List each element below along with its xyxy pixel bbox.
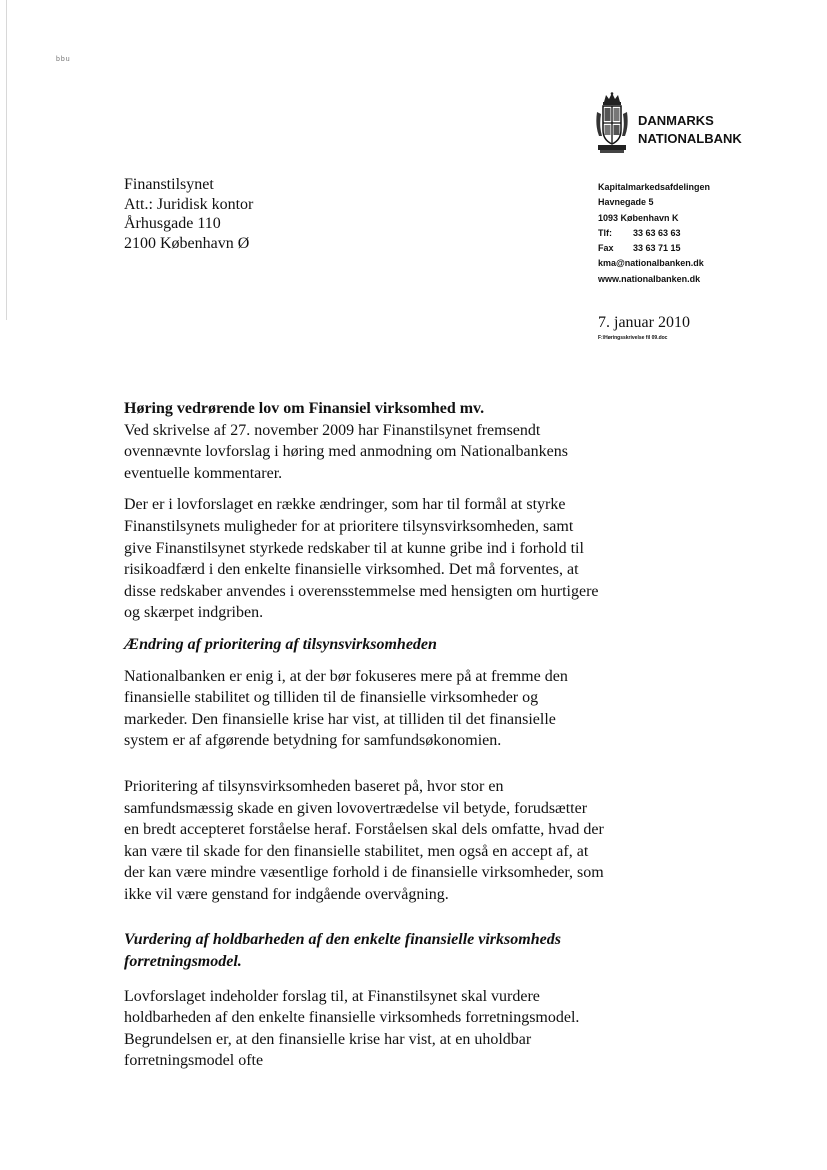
sender-fax-row	[598, 241, 710, 256]
paragraph-1: Ved skrivelse af 27. november 2009 har Finanstilsynet fremsendt ovennævnte lovforslag i høring med anmodning om Nationalbankens eventuelle kommentarer.	[124, 421, 568, 482]
sender-address	[598, 180, 710, 287]
fax-number: 33 63 71 15	[633, 243, 681, 254]
nationalbank-logo	[594, 92, 754, 158]
recipient-attention: Att.: Juridisk kontor	[124, 195, 254, 213]
scan-margin-line	[6, 0, 7, 320]
recipient-name: Finanstilsynet	[124, 176, 214, 193]
paragraph-4: Prioritering af tilsynsvirksomheden baseret på, hvor stor en samfundsmæssig skade en given lovovertrædelse vil betyde, forudsætter en bredt accepteret forståelse heraf. Forståelsen skal dels omfatte, hvad der kan være til skade for den finansielle stabilitet, men også en accept af, at der kan være mindre væsentlige forhold i de finansielle virksomheder, som ikke vil være genstand for indgående overvågning.	[124, 777, 604, 903]
paragraph-2: Der er i lovforslaget en række ændringer, som har til formål at styrke Finanstilsynets muligheder for at prioritere tilsynsvirksomheden, samt give Finanstilsynet styrkede redskaber til at kunne gribe ind i forhold til risikoadfærd i den enkelte finansielle virksomhed. Det må forventes, at disse redskaber anvendes i overensstemmelse med hensigten om hurtigere og skærpet indgriben.	[124, 496, 599, 622]
phone-number: 33 63 63 63	[633, 227, 681, 238]
sender-website: www.nationalbanken.dk	[598, 273, 701, 284]
paragraph-3: Nationalbanken er enig i, at der bør fokuseres mere på at fremme den finansielle stabilitet og tilliden til de finansielle virksomheder og markeder. Den finansielle krise har vist, at tilliden til det finansielle system er af afgørende betydning for samfundsøkonomien.	[124, 667, 568, 750]
sender-department: Kapitalmarkedsafdelingen	[598, 182, 711, 192]
section-heading-prioritering: Ændring af prioritering af tilsynsvirksomheden	[124, 635, 437, 653]
recipient-street: Århusgade 110	[124, 215, 221, 232]
letter-title: Høring vedrørende lov om Finansiel virksomhed mv.	[124, 400, 485, 417]
paragraph-5: Lovforslaget indeholder forslag til, at Finanstilsynet skal vurdere holdbarheden af den enkelte finansielle virksomheds forretningsmodel. Begrundelsen er, at den finansielle krise har vist, at en uholdbar forretningsmodel ofte	[124, 987, 580, 1070]
sender-city: 1093 København K	[598, 212, 679, 223]
letter-date: 7. januar 2010	[598, 314, 690, 331]
sender-phone-row	[598, 226, 710, 241]
section-heading-vurdering: Vurdering af holdbarheden af den enkelte finansielle virksomheds forretningsmodel.	[124, 931, 561, 971]
scan-mark: bbu	[56, 56, 71, 63]
bank-name-line1: DANMARKS	[638, 113, 714, 128]
fax-label: Fax	[598, 243, 614, 254]
sender-street: Havnegade 5	[598, 197, 654, 208]
file-reference: F:\Høringsskrivelse fil 09.doc	[598, 335, 668, 341]
coat-of-arms-icon	[594, 92, 630, 154]
recipient-address	[124, 175, 253, 253]
bank-name-line2: NATIONALBANK	[638, 131, 742, 146]
bank-name	[638, 112, 742, 148]
recipient-city: 2100 København Ø	[124, 234, 250, 252]
sender-email: kma@nationalbanken.dk	[598, 258, 704, 269]
letter-body	[124, 398, 604, 1072]
phone-label: Tlf:	[598, 227, 612, 238]
